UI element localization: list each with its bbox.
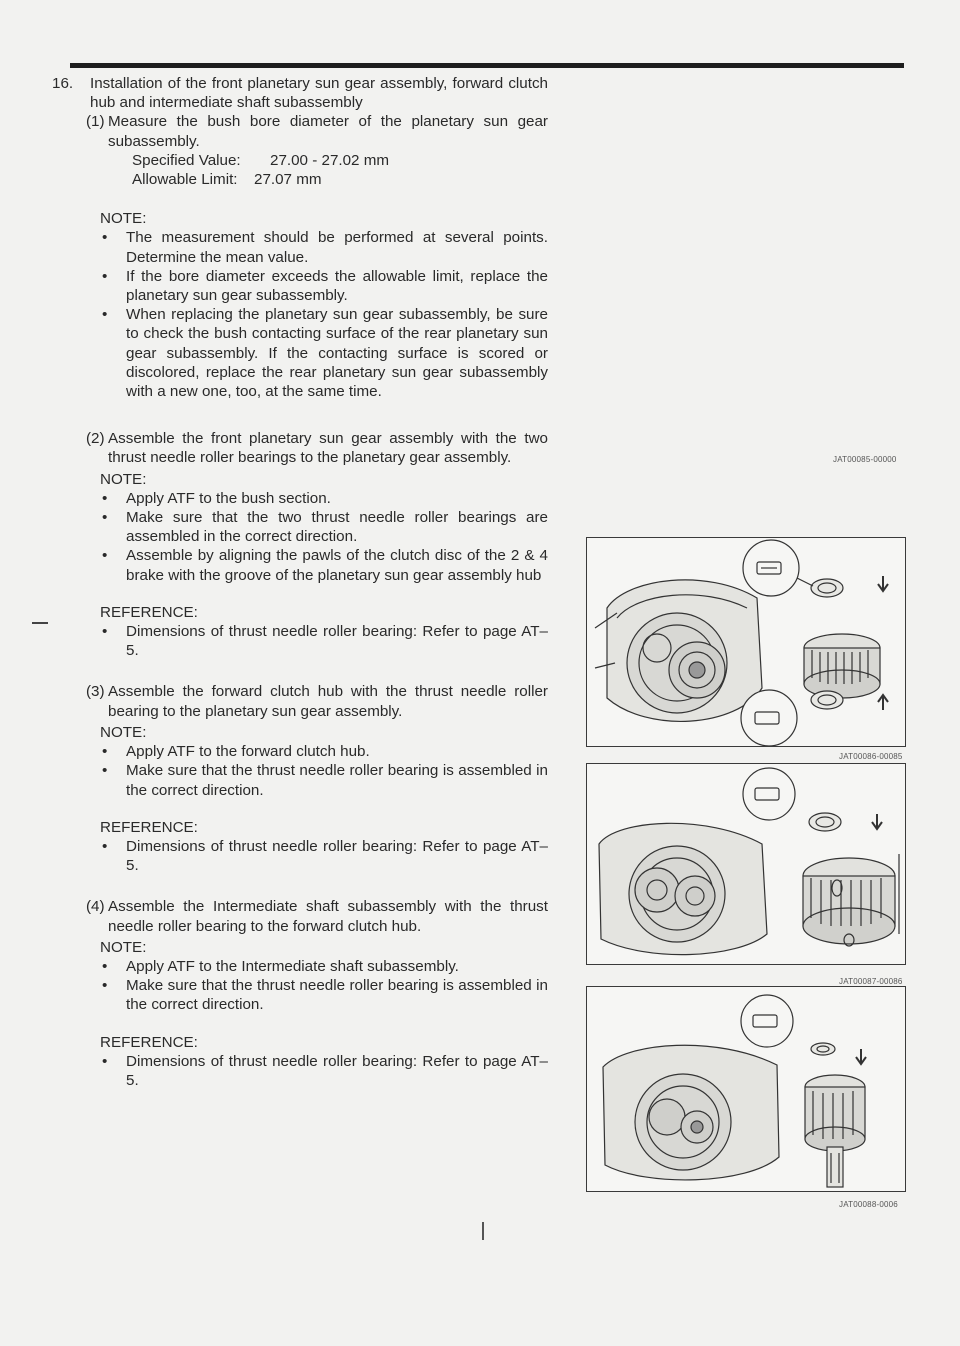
margin-tick [32,622,48,624]
note-label: NOTE: [100,938,147,956]
reference-list [100,622,548,660]
step-number: (4) [86,898,105,916]
step-3 [86,682,548,720]
note-list [100,742,548,800]
section-title: Installation of the front planetary sun gear assembly, forward clutch hub and intermediate shaft subassembly [90,75,548,112]
figure-step3 [586,763,906,965]
list-item: • If the bore diameter exceeds the allowable limit, replace the planetary sun gear subassembly. [102,267,548,305]
step-number: (1) [86,113,105,131]
list-item: • When replacing the planetary sun gear subassembly, be sure to check the bush contacting surface of the rear planetary sun gear subassembly. If the contacting surface is scored or discolored, replace the rear planetary sun gear subassembly with a new one, too, at the same time. [102,306,548,401]
step-text: Assemble the Intermediate shaft subassembly with the thrust needle roller bearing to the forward clutch hub. [108,898,548,935]
list-item: • Dimensions of thrust needle roller bearing: Refer to page AT–5. [102,623,548,660]
allowable-limit [132,170,548,189]
figure-step2 [586,537,906,747]
step-2 [86,429,548,467]
procedure-text [52,74,548,1090]
list-item: • Dimensions of thrust needle roller bearing: Refer to page AT–5. [102,1052,548,1089]
figure-id-step1: JAT00085-00000 [833,455,897,464]
reference-label: REFERENCE: [100,1033,198,1051]
figure-id-step3: JAT00087-00086 [839,977,903,986]
spec-value: 27.00 - 27.02 mm [270,151,390,169]
list-item: • Apply ATF to the Intermediate shaft subassembly. [102,957,459,975]
reference-list [100,837,548,875]
reference-label: REFERENCE: [100,603,198,621]
note-list [100,957,548,1015]
list-item: • Apply ATF to the forward clutch hub. [102,743,370,761]
clutch-hub-illustration [587,764,905,964]
step-number: (3) [86,683,105,701]
note-label: NOTE: [100,723,147,741]
intermediate-shaft-illustration [587,987,905,1191]
step-text: Measure the bush bore diameter of the planetary sun gear subassembly. [108,113,548,150]
top-rule [70,63,904,68]
reference-list [100,1052,548,1090]
step-text: Assemble the forward clutch hub with the thrust needle roller bearing to the planetary sun gear assembly. [108,683,548,720]
figure-id-step2: JAT00086-00085 [839,752,903,761]
section-number: 16. [52,75,74,92]
limit-label: Allowable Limit: [132,171,238,189]
list-item: • Make sure that the two thrust needle roller bearings are assembled in the correct direction. [102,509,548,546]
list-item: • Dimensions of thrust needle roller bearing: Refer to page AT–5. [102,837,548,875]
list-item: • Apply ATF to the bush section. [102,489,331,507]
list-item: • Make sure that the thrust needle roller bearing is assembled in the correct direction. [102,762,548,799]
figure-id-step4: JAT00088-0006 [839,1200,898,1209]
spec-block [132,151,548,189]
list-item: • Assemble by aligning the pawls of the clutch disc of the 2 & 4 brake with the groove of the planetary sun gear assembly hub [102,547,548,584]
section-heading [52,74,548,112]
figure-step4 [586,986,906,1192]
note-list [100,228,548,401]
list-item: • The measurement should be performed at several points. Determine the mean value. [102,229,548,266]
note-label: NOTE: [100,210,147,228]
step-number: (2) [86,430,105,448]
list-item: • Make sure that the thrust needle roller bearing is assembled in the correct direction. [102,977,548,1014]
step-1 [86,112,548,150]
limit-value: 27.07 mm [254,171,322,189]
step-text: Assemble the front planetary sun gear assembly with the two thrust needle roller bearings to the planetary gear assembly. [108,430,548,467]
note-label: NOTE: [100,470,147,488]
note-list [100,489,548,585]
page-mark [482,1222,484,1240]
gear-assembly-illustration [587,538,905,746]
specified-value [132,151,548,170]
spec-label: Specified Value: [132,151,241,169]
reference-label: REFERENCE: [100,818,198,836]
step-4 [86,897,548,935]
